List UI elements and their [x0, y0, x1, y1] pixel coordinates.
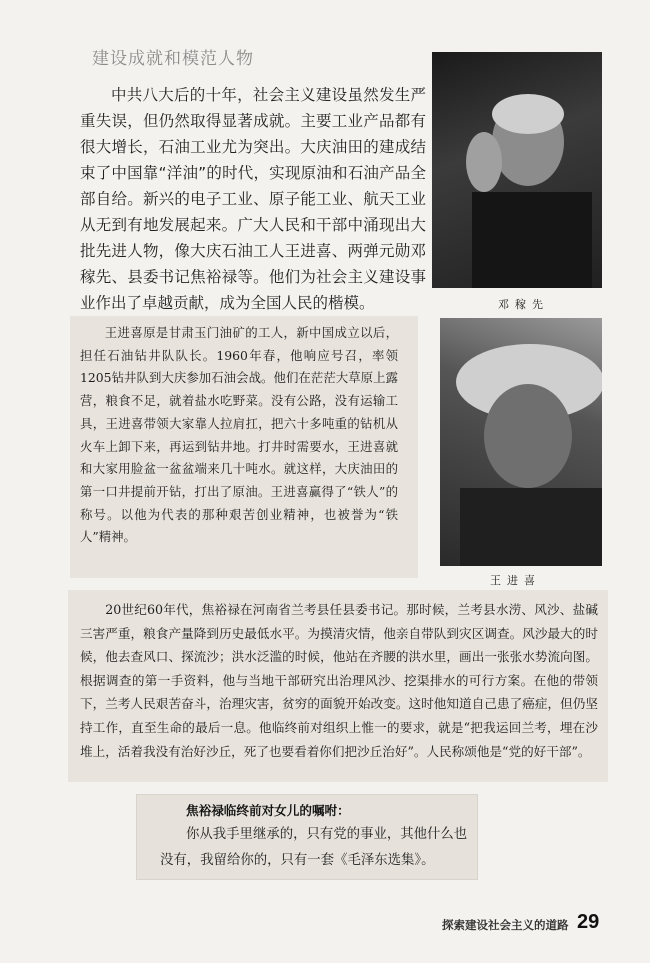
main-paragraph: 中共八大后的十年，社会主义建设虽然发生严重失误，但仍然取得显著成就。主要工业产品都有很大增长，石油工业尤为突出。大庆油田的建成结束了中国靠“洋油”的时代，实现原油和石油产品全部自给。新兴的电子工业、原子能工业、航天工业从无到有地发展起来。广大人民和干部中涌现出大批先进人物，像大庆石油工人王进喜、两弹元勋邓稼先、县委书记焦裕禄等。他们为社会主义建设事业作出了卓越贡献，成为全国人民的楷模。 — [80, 86, 426, 312]
will-line-1: 你从我手里继承的，只有党的事业，其他什么也 — [186, 827, 468, 842]
section-title: 建设成就和模范人物 — [92, 49, 254, 69]
photo-deng-jiaxian — [432, 52, 602, 288]
caption-deng: 邓稼先 — [498, 298, 549, 311]
will-heading: 焦裕禄临终前对女儿的嘱咐： — [186, 803, 350, 818]
caption-wang: 王进喜 — [490, 574, 541, 587]
photo-wang-jinxi — [440, 318, 602, 566]
box-wang-text: 王进喜原是甘肃玉门油矿的工人，新中国成立以后，担任石油钻井队队长。1960年春，他响应号召，率领1205钻井队到大庆参加石油会战。他们在茫茫大草原上露营，粮食不足，就着盐水吃野菜。没有公路，没有运输工具，王进喜带领大家靠人拉肩扛，把六十多吨重的钻机从火车上卸下来，再运到钻井地。打井时需要水，王进喜就和大家用脸盆一盆盆端来几十吨水。就这样，大庆油田的第一口井提前开钻，打出了原油。王进喜赢得了“铁人”的称号。以他为代表的那种艰苦创业精神，也被誉为“铁人”精神。 — [80, 325, 398, 545]
will-line-2: 没有，我留给你的，只有一套《毛泽东选集》。 — [160, 853, 435, 868]
portrait-illustration — [432, 52, 602, 288]
footer-page-number: 29 — [577, 911, 600, 933]
will-text — [160, 822, 486, 874]
portrait-illustration — [440, 318, 602, 566]
box-jiao-text: 20世纪60年代，焦裕禄在河南省兰考县任县委书记。那时候，兰考县水涝、风沙、盐碱三害严重，粮食产量降到历史最低水平。为摸清灾情，他亲自带队到灾区调查。风沙最大的时候，他去查风口、探流沙；洪水泛滥的时候，他站在齐腰的洪水里，画出一张张水势流向图。根据调查的第一手资料，他与当地干部研究出治理风沙、挖渠排水的可行方案。在他的带领下，兰考人民艰苦奋斗，治理灾害，贫穷的面貌开始改变。这时他知道自己患了癌症，但仍坚持工作，直至生命的最后一息。他临终前对组织上惟一的要求，就是“把我运回兰考，埋在沙堆上，活着我没有治好沙丘，死了也要看着你们把沙丘治好”。人民称颂他是“党的好干部”。 — [80, 602, 598, 759]
footer-book-title: 探索建设社会主义的道路 — [442, 918, 569, 932]
